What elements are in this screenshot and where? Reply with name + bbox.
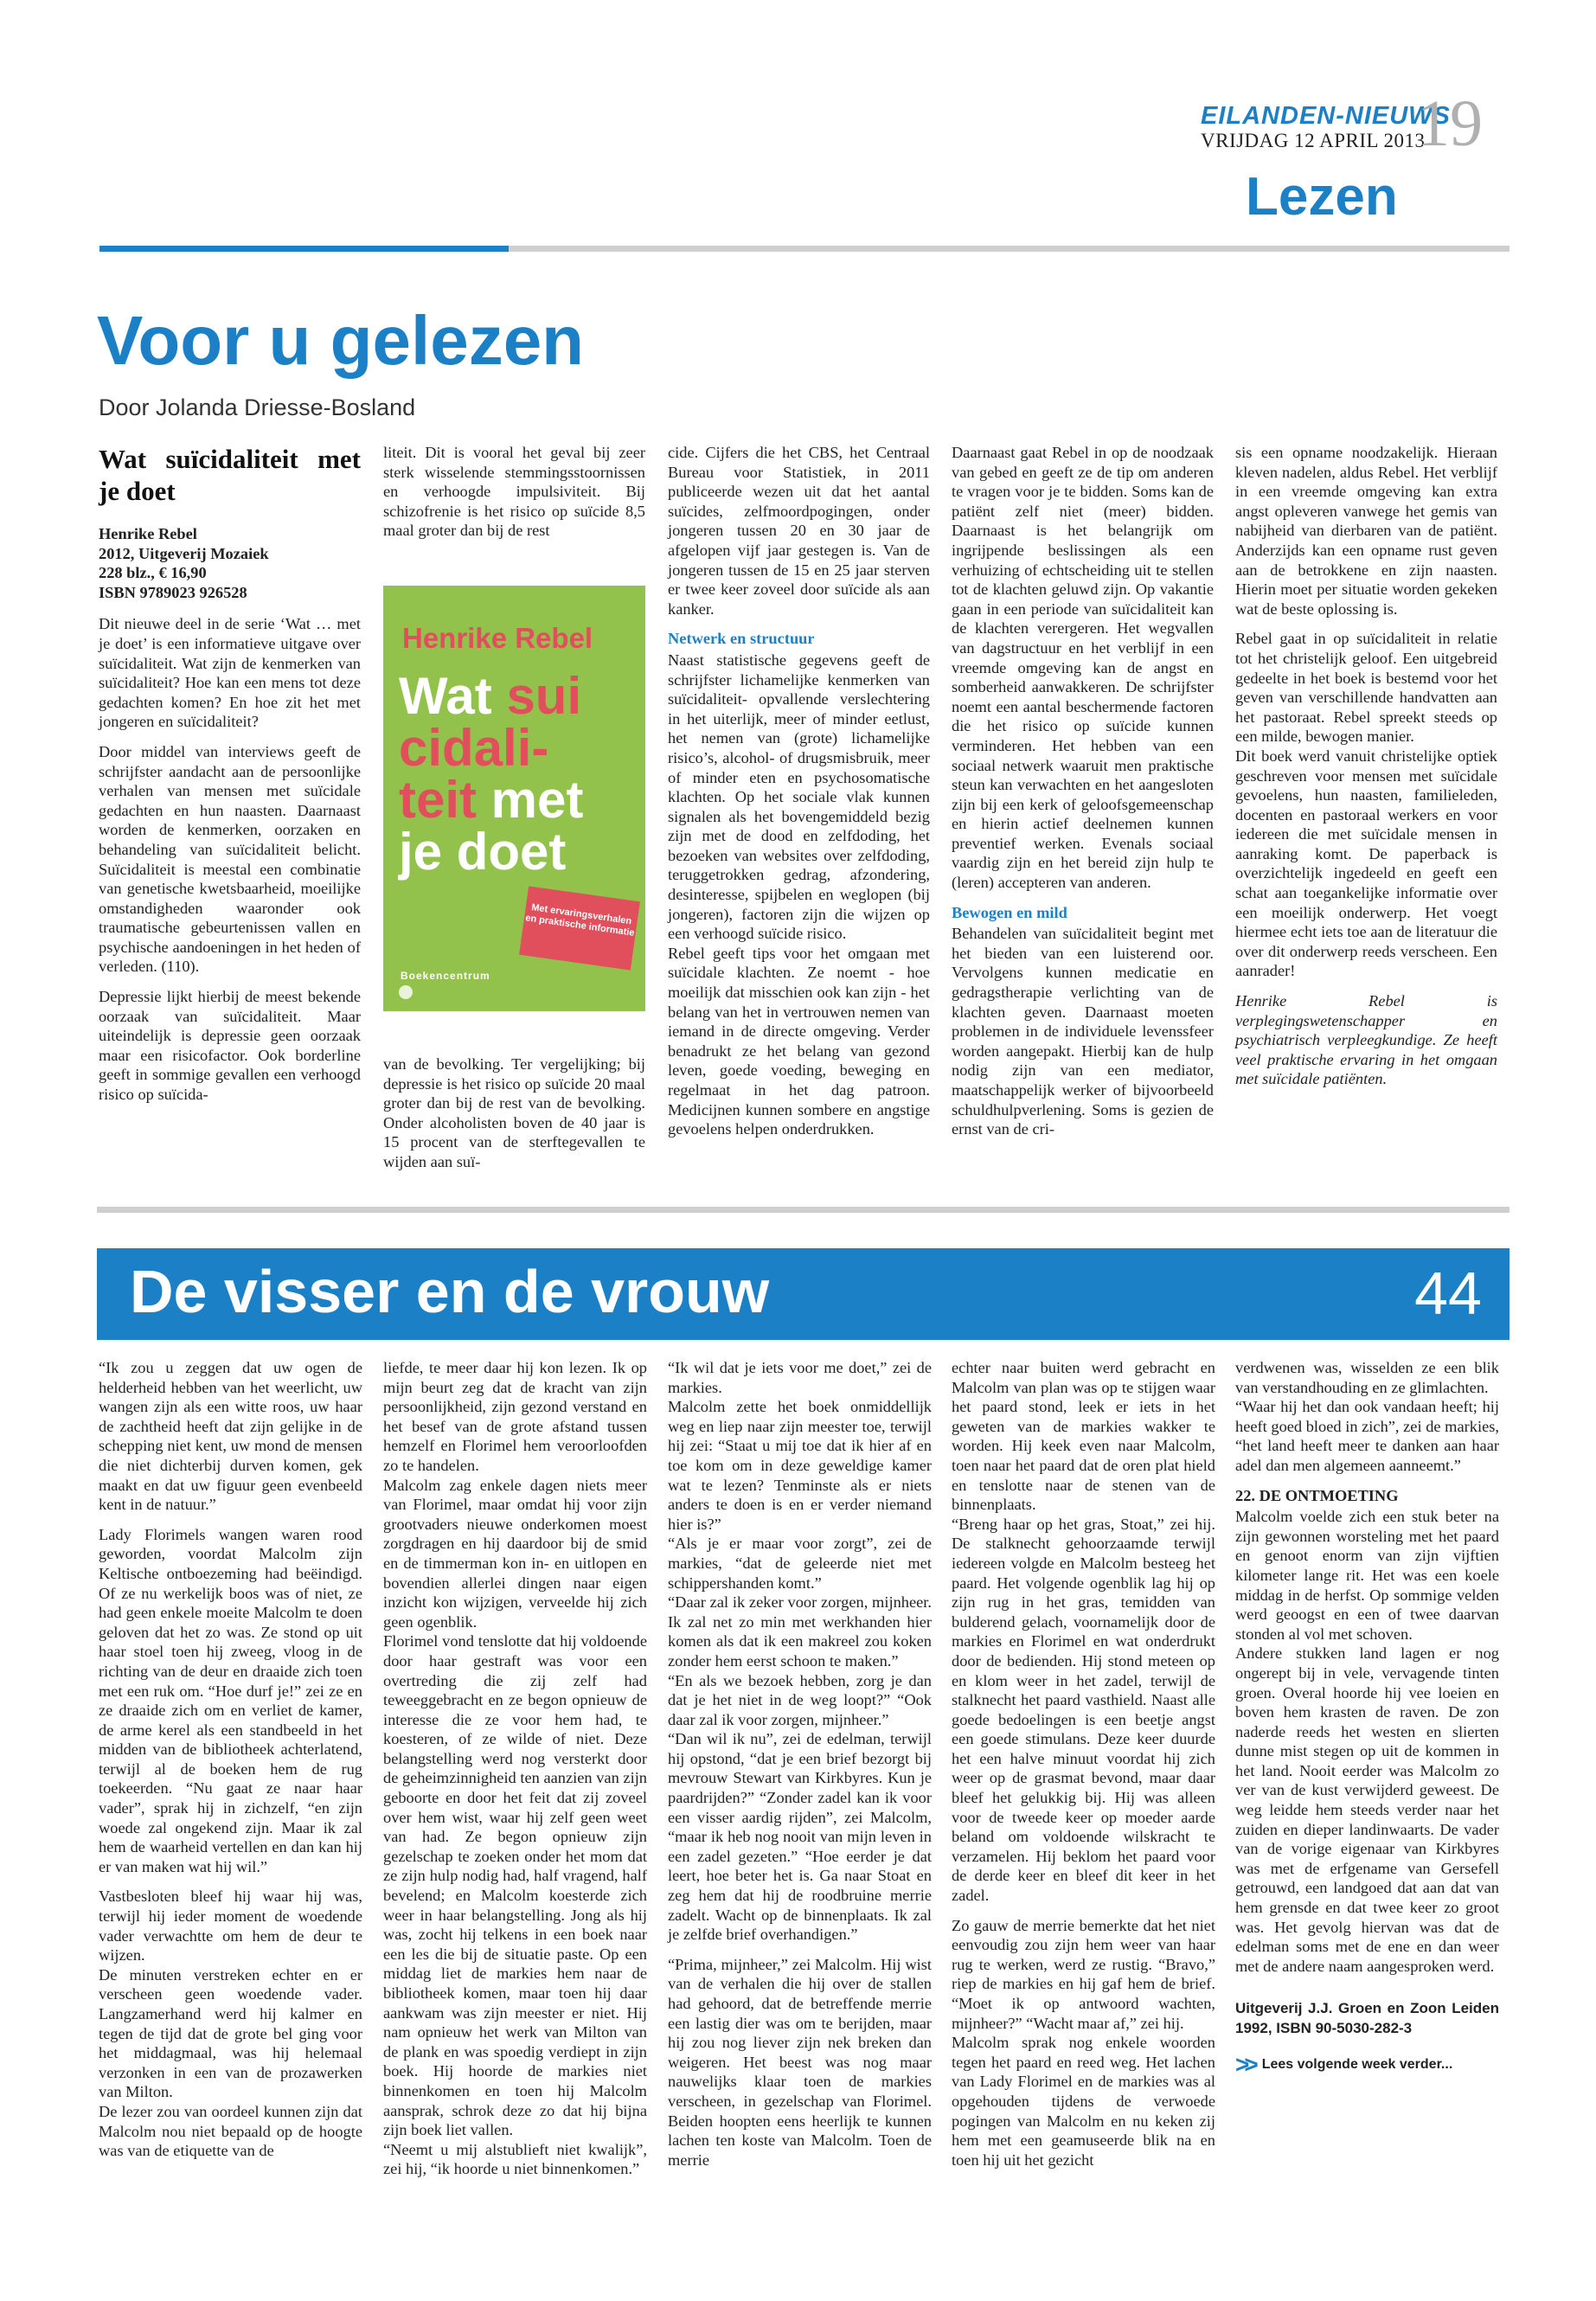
cover-title-part: sui xyxy=(506,667,582,725)
cover-author: Henrike Rebel xyxy=(402,622,593,654)
paragraph: Rebel geeft tips voor het omgaan met suïcidale klachten. Ze noemt - hoe moeilijk dat misschien ook kan zijn - het belang van het in vertrouwen nemen van iemand in de directe omgeving. Verder benadrukt ze het belang van gezond leven, goede voeding, beweging en regelmaat in het dag patroon. Medicijnen kunnen sombere en angstige gevoelens helpen onderdrukken. xyxy=(668,944,930,1138)
paragraph: liefde, te meer daar hij kon lezen. Ik op mijn beurt zeg dat de kracht van zijn persoonlijkheid, zijn gezond verstand en het besef van de grote afstand tussen hemzelf en Florimel hem veroorloofden zo te handelen. xyxy=(383,1359,647,1474)
paragraph: echter naar buiten werd gebracht en Malcolm van plan was op te stijgen waar het paard stond, leek er iets in het geweten van de markies wakker te worden. Hij keek even naar Malcolm, toen naar het paard dat de oren plat hield en tenslotte naar de stenen van de binnenplaats. xyxy=(952,1359,1215,1514)
cover-title-part: cidali- xyxy=(399,719,549,777)
book-author: Henrike Rebel xyxy=(99,525,197,542)
book-pages-price: 228 blz., € 16,90 xyxy=(99,564,207,582)
book-meta xyxy=(99,524,361,602)
cover-stamp: Met ervaringsverhalen en praktische informatie xyxy=(519,886,640,970)
cover-title xyxy=(399,667,645,881)
paragraph: Lady Florimels wangen waren rood geworden, voordat Malcolm zijn Keltische ontboezeming had beëindigd. Of ze nu werkelijk boos was of niet, ze had geen enkele moeite Malcolm te doen geloven dat het zo was. Ze stond op uit haar stoel toen hij zweeg, vloog in de richting van de deur en draaide zich toen met een ruk om. “Hoe durf je!” zei ze en ze draaide zich om en verliet de kamer, de arme kerel als een standbeeld in het midden van de bibliotheek achterlatend, terwijl al de boeken hem de rug toekeerden. “Nu gaat ze naar haar vader”, sprak hij in zichzelf, “en zijn woede zal ongekend zijn. Maar ik zal hem de waarheid vertellen en dan kan hij er van maken wat hij wil.” xyxy=(99,1525,362,1875)
paragraph: “En als we bezoek hebben, zorg je dan dat je het niet in de weg loopt?” “Ook daar zal ik voor zorgen, mijnheer.” xyxy=(668,1671,932,1728)
paragraph: “Dan wil ik nu”, zei de edelman, terwijl hij opstond, “dat je een brief bezorgt bij mevrouw Stewart van Kirkbyres. Kun je paardrijden?” “Zonder zadel kan ik voor een visser aardig rijden”, zei Malcolm, “maar ik heb nog nooit van mijn leven in een zadel gezeten.” “Hoe eerder je dat leert, hoe beter het is. Ga naar Stoat en zeg hem dat hij de roodbruine merrie zadelt. Wacht op de binnenplaats. Ik zal je zelfde brief overhandigen.” xyxy=(668,1730,932,1944)
episode-number: 44 xyxy=(1414,1259,1482,1327)
section-divider xyxy=(97,1207,1509,1213)
subheading: Netwerk en structuur xyxy=(668,630,815,648)
paragraph: Zo gauw de merrie bemerkte dat het niet eenvoudig zou zijn hem weer van haar rug te werken, werd ze rustig. “Bravo,” riep de markies en hij gaf hem de brief. “Moet ik op antwoord wachten, mijnheer?” “Wacht maar af,” zei hij. xyxy=(952,1916,1215,2032)
article2-column-4 xyxy=(952,1358,1215,2180)
book-title: Wat suïcidaliteit met je doet xyxy=(99,444,361,506)
paragraph: Malcolm voelde zich een stuk beter na zijn gewonnen worsteling met het paard en genoot enorm van zijn vijftien kilometer lange rit. Het was een koele middag in de herfst. Op sommige velden werd geoogst en een of twee daarvan stonden al vol met schoven. xyxy=(1235,1508,1499,1643)
top-rule-accent xyxy=(99,246,509,252)
paragraph: Dit boek werd vanuit christelijke optiek geschreven voor mensen met suïcidale gevoelens, hun naasten, familieleden, docenten en pastoraal werkers en voor iedereen die met suïcidale mensen in aanraking komt. De paperback is overzichtelijk ingedeeld en geeft een schat aan toegankelijke informatie over een moeilijk onderwerp. Het voegt hiermee echt iets toe aan de literatuur die over dit onderwerp reeds verscheen. Een aanrader! xyxy=(1235,747,1497,980)
paragraph: liteit. Dit is vooral het geval bij zeer sterk wisselende stemmingsstoornissen en verhoogde impulsiviteit. Bij schizofrenie is het risico op suïcide 8,5 maal groter dan bij de rest xyxy=(383,444,645,540)
paragraph: Vastbesloten bleef hij waar hij was, terwijl hij ieder moment de woedende vader verwachtte om hem de deur te wijzen. xyxy=(99,1888,362,1965)
paragraph: Behandelen van suïcidaliteit begint met het bieden van een luisterend oor. Vervolgens kunnen medicatie en gedragstherapie verlichting van de klachten geven. Daarnaast moeten problemen in de individuele levenssfeer worden aangepakt. Hierbij kan de hulp nodig zijn van een mediator, maatschappelijk werker of bijvoorbeeld schuldhulpverlening. Soms is gezien de ernst van de cri- xyxy=(952,925,1214,1138)
article2-column-2 xyxy=(383,1358,647,2189)
article1-column-1 xyxy=(99,443,361,1115)
book-isbn: ISBN 9789023 926528 xyxy=(99,583,247,601)
continue-text: Lees volgende week verder... xyxy=(1261,2057,1453,2073)
article2-column-5 xyxy=(1235,1358,1499,2079)
article2-column-3 xyxy=(668,1358,932,2180)
paragraph: Malcolm zette het boek onmiddellijk weg en liep naar zijn meester toe, terwijl hij zei: “Staat u mij toe dat ik hier af en toe kom om in deze geweldige kamer wat te lezen? Tenminste als er niets anders te doen is en er verder niemand hier is?” xyxy=(668,1398,932,1533)
article-headline: Voor u gelezen xyxy=(97,302,585,379)
paragraph: Naast statistische gegevens geeft de schrijfster lichamelijke kenmerken van suïcidaliteit- opvallende verslechtering in het uiterlijk, meer of minder eetlust, het nemen van (grote) lichamelijke risico’s, alcohol- of drugsmisbruik, meer of minder eten en psychosomatische klachten. Op het sociale vlak kunnen signalen als het bovengemiddeld bezig zijn met de dood en zelfdoding, het bezoeken van websites over zelfdoding, teruggetrokken gedrag, afzondering, desinteresse, spijbelen en weglopen (bij jongeren), factoren zijn die wijzen op een verhoogd suïcide risico. xyxy=(668,651,930,943)
subheading: Bewogen en mild xyxy=(952,903,1067,921)
paragraph: Dit nieuwe deel in de serie ‘Wat … met je doet’ is een informatieve uitgave over suïcidaliteit. Wat zijn de kenmerken van suïcidaliteit? Hoe kan een mens tot deze gedachten komen? En hoe zit het met jongeren en suïcidaliteit? xyxy=(99,615,361,731)
author-note: Henrike Rebel is verplegingswetenschapper en psychiatrisch verpleegkundige. Ze heeft veel praktische ervaring in het omgaan met suïcidale patiënten. xyxy=(1235,992,1497,1088)
paragraph: cide. Cijfers die het CBS, het Centraal Bureau voor Statistiek, in 2011 publiceerde wezen uit dat het aantal suïcides, zelfmoordpogingen, onder jongeren tussen 20 en 30 jaar de afgelopen vijf jaar gestegen is. Van de jongeren tussen de 15 en 25 jaar sterven er twee keer zoveel door suïcide als aan kanker. xyxy=(668,444,930,618)
issue-date: VRIJDAG 12 APRIL 2013 xyxy=(1201,130,1426,151)
article1-column-4 xyxy=(952,443,1214,1150)
paragraph: Door middel van interviews geeft de schrijfster aandacht aan de persoonlijke verhalen van mensen met suïcidale gedachten en hun naasten. Daarnaast worden de kenmerken, oorzaken en behandeling van suïcidaliteit belicht. Suïcidaliteit is meestal een combinatie van genetische kwetsbaarheid, moeilijke omstandigheden waaronder ook traumatische gebeurtenissen vallen en psychische aandoeningen in het heden of verleden. (110). xyxy=(99,742,361,976)
cover-logo-icon xyxy=(399,985,413,999)
cover-title-part: teit xyxy=(399,771,477,829)
book-cover-image xyxy=(383,586,645,1011)
paragraph: Malcolm sprak nog enkele woorden tegen het paard en reed weg. Het lachen van Lady Florimel en de markies was al opgehouden tijdens de verwoede pogingen van Malcolm en nu keken zij hem met een geamuseerde blik na en toen hij uit het gezicht xyxy=(952,2034,1215,2169)
article1-column-5 xyxy=(1235,443,1497,1099)
paragraph: Daarnaast gaat Rebel in op de noodzaak van gebed en geeft ze de tip om anderen te vragen voor je te bidden. Soms kan de patiënt zelf niet (meer) bidden. Daarnaast is het belangrijk om ingrijpende beslissingen als een verhuizing of echtscheiding uit te stellen tot de klachten geluwd zijn. Op vakantie gaan in een periode van suïcidaliteit kan de klachten verergeren. Het wegvallen van dagstructuur en het verblijf in een vreemde omgeving kan de angst en somberheid aanwakkeren. De schrijfster noemt een aantal beschermende factoren die het risico op suïcide kunnen verminderen. Het hebben van een sociaal netwerk waaruit men praktische steun kan verwachten en het aangesloten zijn bij een kerk of geloofsgemeenschap en hierin actief deelnemen kunnen preventief werken. Evenals sociaal vaardig zijn en het bereid zijn hulp te (leren) accepteren van anderen. xyxy=(952,444,1214,892)
paragraph: Andere stukken land lagen er nog ongerept bij in vele, vervagende tinten groen. Overal hoorde hij vee loeien en boven hem krasten de raven. De zon naderde reeds het westen en slierten dunne mist stegen op uit de kommen in het land. Nooit eerder was Malcolm zo ver van de kust verwijderd geweest. De weg leidde hem steeds verder naar het zuiden en dieper landinwaarts. De vader van de vorige eigenaar van Kirkbyres was met de erfgename van Gersefell getrouwd, een landgoed dat aan dat van hem grensde en dat twee keer zo groot was. Het gevolg hiervan was dat de edelman soms met de ene en dan weer met de andere naam aangesproken werd. xyxy=(1235,1644,1499,1975)
paragraph: verdwenen was, wisselden ze een blik van verstandhouding en ze glimlachten. xyxy=(1235,1359,1499,1396)
paragraph: “Daar zal ik zeker voor zorgen, mijnheer. Ik zal net zo min met werkhanden hier komen als dat ik een makreel zou koken zonder hem eerst schoon te maken.” xyxy=(668,1593,932,1670)
article1-column-2-bottom xyxy=(383,1054,645,1183)
cover-publisher: Boekencentrum xyxy=(401,970,490,982)
paragraph: “Neemt u mij alstublieft niet kwalijk”, zei hij, “ik hoorde u niet binnenkomen.” xyxy=(383,2140,647,2178)
paragraph: De lezer zou van oordeel kunnen zijn dat Malcolm nou niet bepaald op de hoogte was van de etiquette van de xyxy=(99,2102,362,2160)
continue-note xyxy=(1235,2051,1499,2079)
article1-column-3 xyxy=(668,443,930,1150)
chapter-heading: 22. DE ONTMOETING xyxy=(1235,1486,1399,1504)
article-byline: Door Jolanda Driesse-Bosland xyxy=(99,394,416,420)
serial-banner xyxy=(97,1248,1509,1340)
paragraph: De minuten verstreken echter en er verscheen geen woedende vader. Langzamerhand werd hij kalmer en tegen de tijd dat de grote bel ging voor het middagmaal, was hij helemaal verzonken in een van de prozawerken van Milton. xyxy=(99,1965,362,2101)
cover-title-part: Wat xyxy=(399,667,507,725)
paragraph: “Breng haar op het gras, Stoat,” zei hij. De stalknecht gehoorzaamde terwijl iedereen volgde en Malcolm besteeg het paard. Het volgende ogenblik lag hij op zijn rug in het gras, temidden van bulderend gelach, voornamelijk door de markies en Florimel en wat onderdrukt door de bedienden. Hij stond meteen op en klom weer in het zadel, terwijl de stalknecht het paard vasthield. Naast alle goede bedoelingen is een beetje angst een goede stimulans. Deze keer duurde het een halve minuut voordat hij zich weer op de grasmat bevond, maar daar bleef het gelukkig bij. Hij was alleen voor de tweede keer op moeder aarde beland om voldoende wilskracht te verzamelen. Hij beklom het paard voor de derde keer en bleef dit keer in het zadel. xyxy=(952,1515,1215,1905)
paragraph: Depressie lijkt hierbij de meest bekende oorzaak van suïcidaliteit. Maar uiteindelijk is depressie geen oorzaak maar een risicofactor. Ook borderline geeft in sommige gevallen een verhoogd risico op suïcida- xyxy=(99,988,361,1104)
paragraph: sis een opname noodzakelijk. Hieraan kleven nadelen, aldus Rebel. Het verblijf in een vreemde omgeving kan extra angst opleveren vanwege het gemis van nabijheid van dierbaren van de patiënt. Anderzijds kan een opname rust geven aan de betrokkene en zijn naasten. Hierin moet per situatie worden gekeken wat de beste oplossing is. xyxy=(1235,444,1497,618)
paragraph: Florimel vond tenslotte dat hij voldoende door haar gestraft was voor een overtreding die zij zelf had teweeggebracht en ze begon opnieuw de interesse die ze voor hem had, te koesteren, of ze wilde of niet. Deze belangstelling werd nog versterkt door de geheimzinnigheid ten aanzien van zijn geboorte en door het feit dat zij zoveel over hem wist, waar hij zelf geen weet van had. Ze begon opnieuw zijn gezelschap te zoeken onder het mom dat ze zijn hulp nodig had, half vragend, half bevelend; en Malcolm koesterde zich weer in haar belangstelling. Jong als hij was, zocht hij telkens in een boek naar een les die bij de situatie paste. Op een middag liet de markies hem naar de bibliotheek komen, maar toen hij daar aankwam was zijn meester er niet. Hij nam opnieuw het werk van Milton van de plank en was spoedig verdiept in zijn boek. Hij hoorde de markies niet binnenkomen en toen hij Malcolm aansprak, schrok deze zo dat hij bijna zijn boek liet vallen. xyxy=(383,1632,647,2139)
newspaper-logo: EILANDEN-NIEUWS xyxy=(1201,102,1451,130)
paragraph: “Ik zou u zeggen dat uw ogen de helderheid hebben van het weerlicht, uw wangen zijn als een witte roos, uw haar de zachtheid heeft dat zijn gelijke in de schepping niet kent, uw mond de mensen die niet dichterbij durven komen, gek maakt en dat uw figuur geen evenbeeld kent in de natuur.” xyxy=(99,1359,362,1514)
cover-title-part: met xyxy=(477,771,584,829)
article1-column-2-top xyxy=(383,443,645,551)
cover-title-part: je doet xyxy=(399,823,567,881)
serial-title: De visser en de vrouw xyxy=(130,1258,770,1325)
book-publisher: 2012, Uitgeverij Mozaiek xyxy=(99,544,269,562)
publisher-info: Uitgeverij J.J. Groen en Zoon Leiden 1992, ISBN 90-5030-282-3 xyxy=(1235,2000,1499,2037)
paragraph: “Waar hij het dan ook vandaan heeft; hij heeft goed bloed in zich”, zei de markies, “het land heeft meer te danken aan haar adel dan men algemeen aanneemt.” xyxy=(1235,1398,1499,1474)
paragraph: Malcolm zag enkele dagen niets meer van Florimel, maar omdat hij voor zijn grootvaders nieuwe onderkomen moest zorgdragen en hij daardoor bij de smid en de timmerman kon in- en uitlopen en bovendien allerlei dingen naar eigen inzicht kon wijzigen, verveelde hij zich geen ogenblik. xyxy=(383,1476,647,1631)
double-chevron-icon: >> xyxy=(1235,2051,1253,2079)
paragraph: Rebel gaat in op suïcidaliteit in relatie tot het christelijk geloof. Een uitgebreid gedeelte in het boek is bestemd voor het geven van verschillende handvatten aan het pastoraat. Rebel spreekt steeds op een milde, bewogen manier. xyxy=(1235,630,1497,746)
paragraph: “Prima, mijnheer,” zei Malcolm. Hij wist van de verhalen die hij over de stallen had gehoord, dat de betreffende merrie een lastig dier was om te berijden, maar hij zou nog liever zijn nek breken dan weigeren. Het beest was nog maar nauwelijks klaar toen de markies verscheen, in gezelschap van Florimel. Beiden hoopten eens heerlijk te kunnen lachen ten koste van Malcolm. Toen de merrie xyxy=(668,1955,932,2169)
paragraph: “Ik wil dat je iets voor me doet,” zei de markies. xyxy=(668,1359,932,1396)
section-title: Lezen xyxy=(1246,167,1398,227)
article2-column-1 xyxy=(99,1358,362,2171)
paragraph: “Als je er maar voor zorgt”, zei de markies, “dat de geleerde niet met schippershanden komt.” xyxy=(668,1535,932,1592)
paragraph: van de bevolking. Ter vergelijking; bij depressie is het risico op suïcide 20 maal groter dan bij de rest van de bevolking. Onder alcoholisten boven de 40 jaar is 15 procent van de sterftegevallen te wijden aan suï- xyxy=(383,1055,645,1170)
page-number: 19 xyxy=(1417,87,1483,160)
